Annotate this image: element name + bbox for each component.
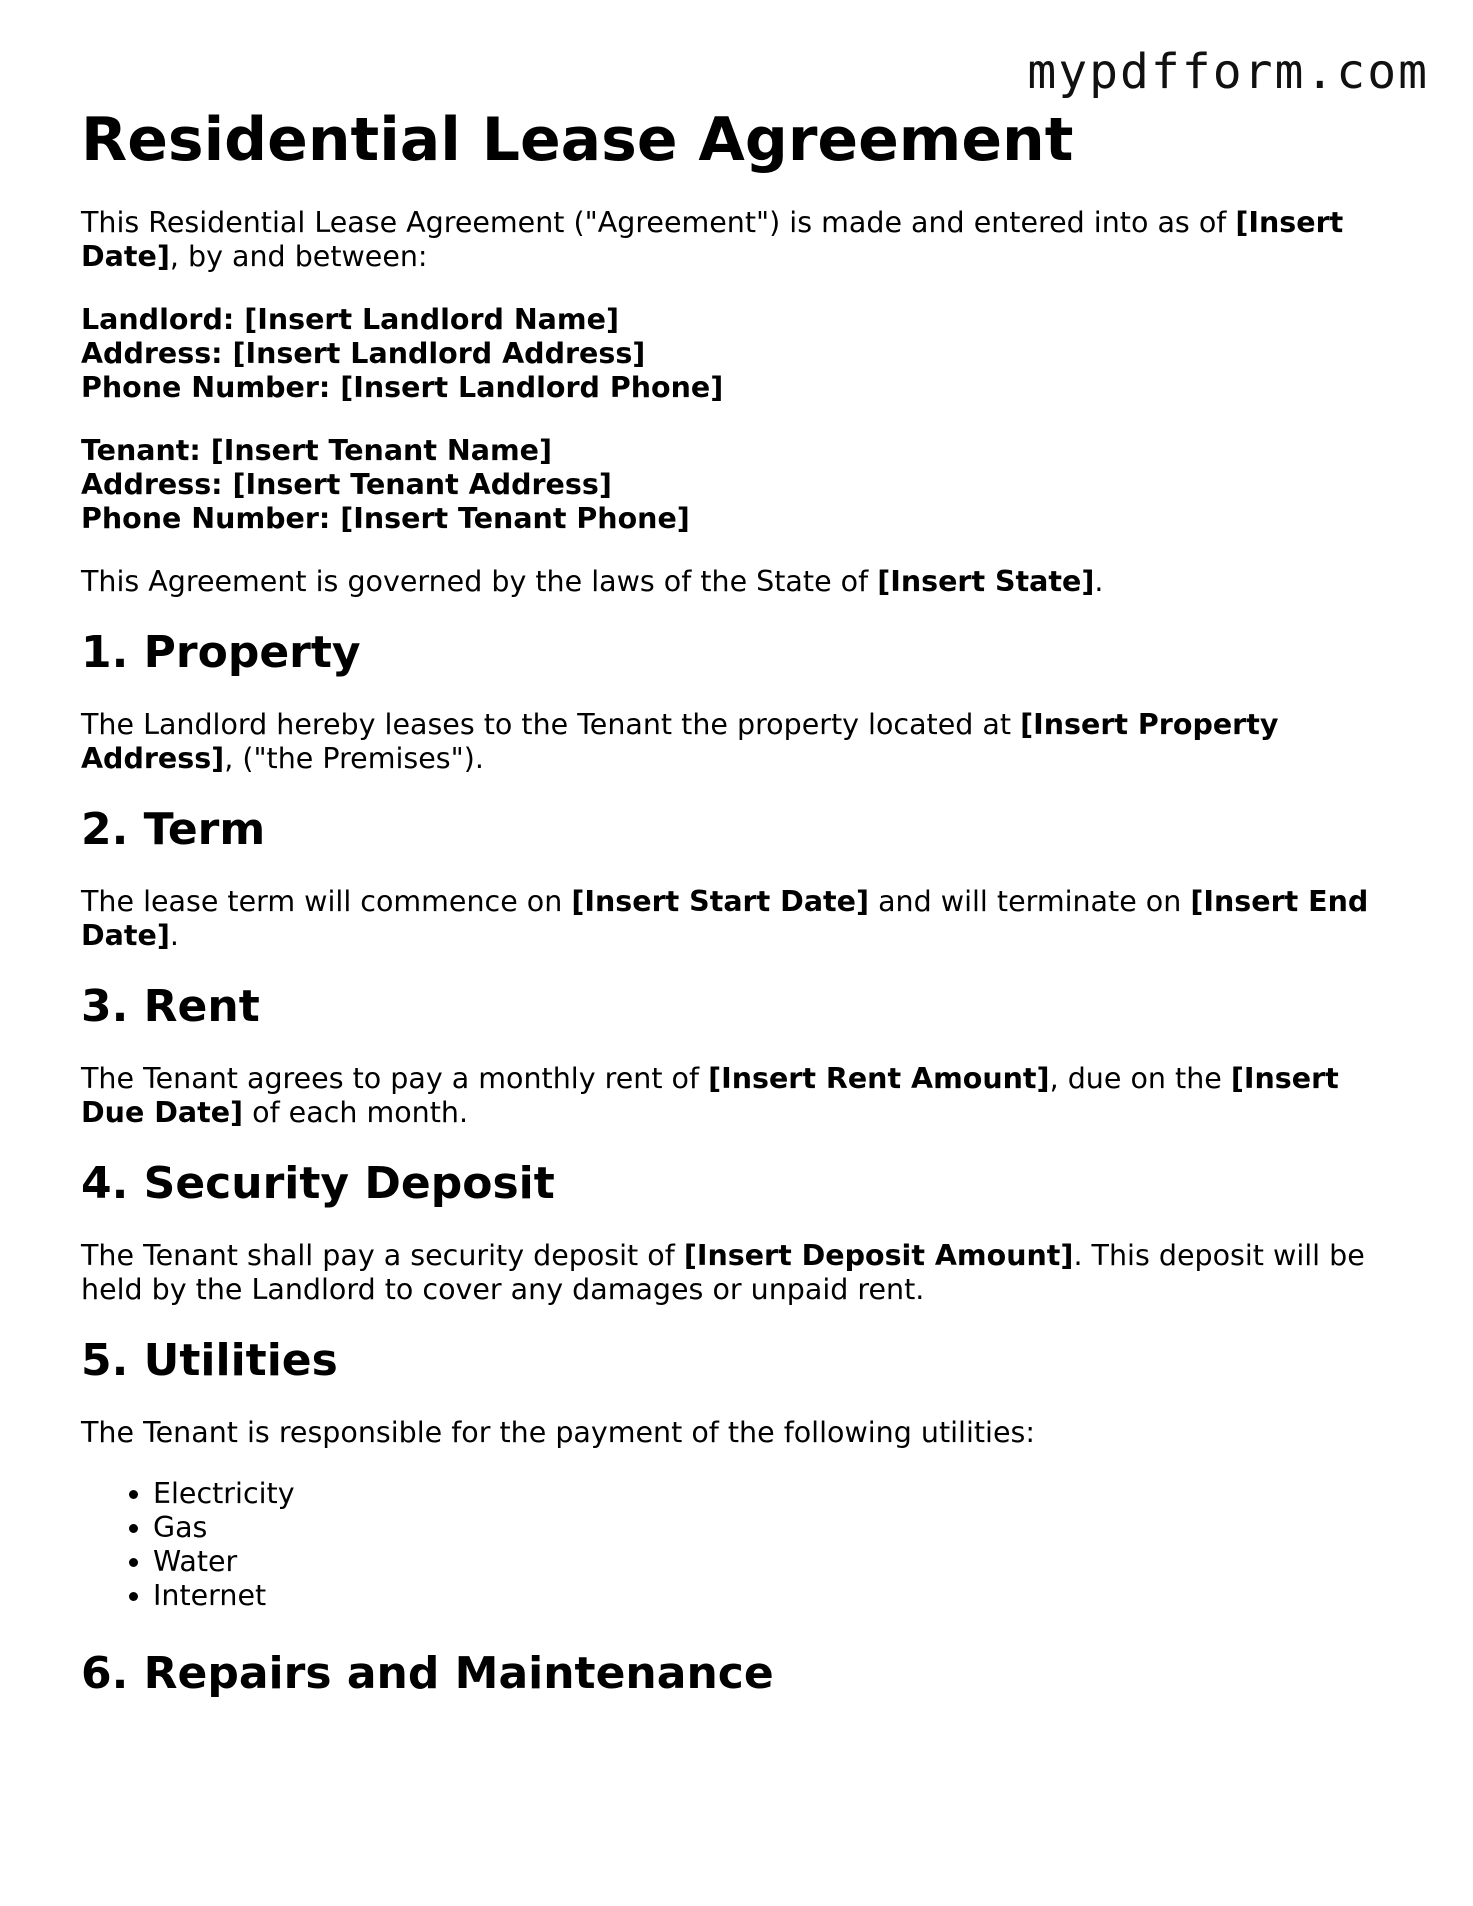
- list-item: • Internet: [153, 1579, 1401, 1613]
- watermark: mypdfform.com: [1027, 44, 1429, 100]
- list-item: • Gas: [153, 1511, 1401, 1545]
- list-item: • Water: [153, 1545, 1401, 1579]
- section-heading-term: 2. Term: [81, 804, 266, 855]
- landlord-phone-line: Phone Number: [Insert Landlord Phone]: [81, 371, 724, 404]
- deposit-text-2: . This deposit will be held by the Landlord to cover any damages or unpaid rent.: [81, 1239, 1365, 1306]
- property-text-end: , ("the Premises").: [224, 742, 484, 775]
- end-date-placeholder: [Insert End Date]: [81, 885, 1369, 952]
- tenant-info: [81, 434, 1401, 536]
- term-text-3: .: [169, 919, 179, 952]
- due-date-placeholder: [Insert Due Date]: [81, 1062, 1339, 1129]
- intro-text: This Residential Lease Agreement ("Agreement") is made and entered into as of: [81, 206, 1236, 239]
- governing-text: This Agreement is governed by the laws of the State of: [81, 565, 878, 598]
- governing-law-paragraph: [81, 565, 1401, 599]
- section-heading-utilities: 5. Utilities: [81, 1335, 338, 1386]
- landlord-info: [81, 303, 1401, 405]
- section-heading-repairs: 6. Repairs and Maintenance: [81, 1648, 774, 1699]
- rent-paragraph: [81, 1062, 1401, 1130]
- term-text-1: The lease term will commence on: [81, 885, 572, 918]
- date-placeholder: [Insert Date]: [81, 206, 1344, 273]
- tenant-phone-line: Phone Number: [Insert Tenant Phone]: [81, 502, 690, 535]
- section-heading-property: 1. Property: [81, 627, 361, 678]
- section-heading-security-deposit: 4. Security Deposit: [81, 1158, 555, 1209]
- tenant-name-line: Tenant: [Insert Tenant Name]: [81, 434, 553, 467]
- rent-amount-placeholder: [Insert Rent Amount]: [708, 1062, 1050, 1095]
- utilities-list: [81, 1477, 1401, 1613]
- intro-text-end: , by and between:: [169, 240, 428, 273]
- start-date-placeholder: [Insert Start Date]: [571, 885, 870, 918]
- section-heading-rent: 3. Rent: [81, 981, 260, 1032]
- deposit-text-1: The Tenant shall pay a security deposit of: [81, 1239, 684, 1272]
- landlord-address-line: Address: [Insert Landlord Address]: [81, 337, 646, 370]
- rent-text-2: , due on the: [1049, 1062, 1231, 1095]
- rent-text-3: of each month.: [243, 1096, 469, 1129]
- deposit-paragraph: [81, 1239, 1401, 1307]
- property-paragraph: [81, 708, 1401, 776]
- property-address-placeholder: [Insert Property Address]: [81, 708, 1279, 775]
- landlord-name-line: Landlord: [Insert Landlord Name]: [81, 303, 619, 336]
- document-page: [81, 104, 1401, 1729]
- state-placeholder: [Insert State]: [877, 565, 1095, 598]
- rent-text-1: The Tenant agrees to pay a monthly rent of: [81, 1062, 709, 1095]
- intro-paragraph: [81, 206, 1401, 274]
- deposit-amount-placeholder: [Insert Deposit Amount]: [683, 1239, 1074, 1272]
- term-paragraph: [81, 885, 1401, 953]
- property-text: The Landlord hereby leases to the Tenant the property located at: [81, 708, 1021, 741]
- governing-text-end: .: [1094, 565, 1104, 598]
- document-title: Residential Lease Agreement: [81, 105, 1074, 175]
- list-item: • Electricity: [153, 1477, 1401, 1511]
- tenant-address-line: Address: [Insert Tenant Address]: [81, 468, 612, 501]
- utilities-intro: The Tenant is responsible for the payment of the following utilities:: [81, 1416, 1035, 1449]
- term-text-2: and will terminate on: [869, 885, 1191, 918]
